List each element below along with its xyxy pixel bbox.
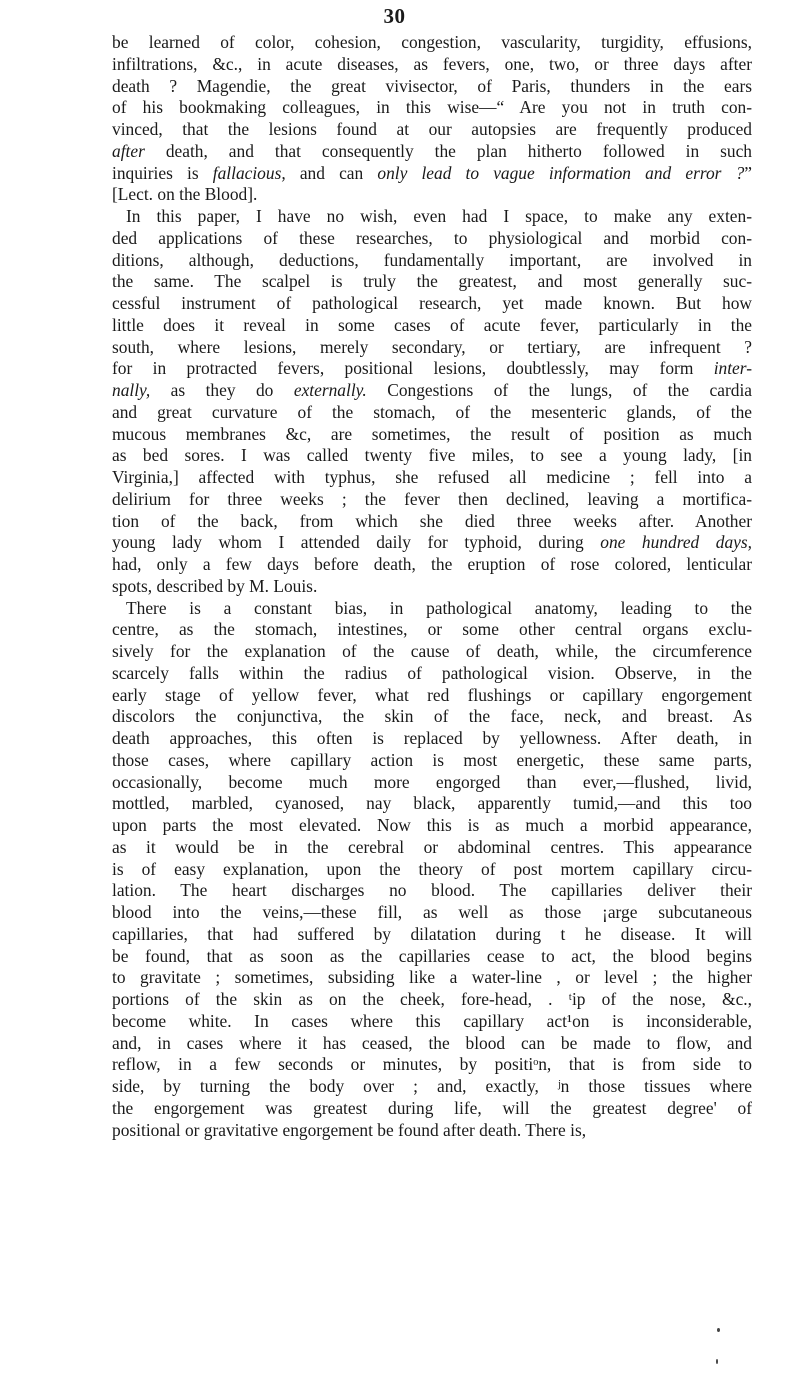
text-run: side, by turning the body over ; and, exactly, ʲn those tissues where: [112, 1076, 752, 1096]
text-run: ditions, although, deductions, fundamentally important, are involved in: [112, 249, 752, 270]
text-run: delirium for three weeks ; the fever then declined, leaving a mortifica-: [112, 488, 752, 509]
text-line: [112, 1033, 752, 1055]
text-run: spots, described by M. Louis.: [112, 575, 318, 596]
text-run: vinced, that the lesions found at our autopsies are frequently produced: [112, 119, 752, 139]
text-line: [112, 815, 752, 837]
text-line: [112, 358, 752, 380]
text-run: centre, as the stomach, intestines, or some other central organs exclu-: [112, 619, 752, 640]
text-run: capillaries, that had suffered by dilatation during t he disease. It will: [112, 923, 752, 944]
text-run: the same. The scalpel is truly the greatest, and most generally suc-: [112, 271, 752, 292]
text-line: [112, 32, 752, 54]
text-run: as it would be in the cerebral or abdominal centres. This appearance: [112, 836, 752, 857]
italic-text: inter-: [713, 358, 752, 379]
text-run: early stage of yellow fever, what red flushings or capillary engorgement: [112, 684, 752, 705]
text-run: positional or gravitative engorgement be found after death. There is,: [112, 1119, 587, 1140]
text-line: [112, 772, 752, 794]
text-run: and, in cases where it has ceased, the blood can be made to flow, and: [112, 1032, 752, 1053]
italic-text: only lead to vague information and error ?: [377, 162, 745, 183]
text-line: [112, 250, 752, 272]
text-line: [112, 989, 752, 1011]
text-line: [112, 293, 752, 315]
text-run: sively for the explanation of the cause of death, while, the circumference: [112, 641, 752, 661]
text-line: [112, 641, 752, 663]
italic-text: after: [112, 140, 145, 161]
text-line: [112, 880, 752, 902]
text-line: [112, 228, 752, 250]
italic-text: nally,: [112, 380, 151, 400]
text-run: portions of the skin as on the cheek, fore-head, . ᵗip of the nose, &c.,: [112, 989, 752, 1009]
text-line: [112, 141, 752, 163]
text-line: [112, 424, 752, 446]
text-line: [112, 685, 752, 707]
text-run: [Lect. on the Blood].: [112, 184, 258, 205]
text-run: as they do: [150, 380, 294, 400]
text-line: [112, 967, 752, 989]
text-line: [112, 271, 752, 293]
text-run: little does it reveal in some cases of acute fever, particularly in the: [112, 314, 752, 335]
text-line: [112, 467, 752, 489]
text-line: [112, 76, 752, 98]
print-speck: [716, 1359, 718, 1364]
text-run: young lady whom I attended daily for typhoid, during: [112, 532, 601, 553]
page-number: 30: [383, 4, 406, 28]
text-line: [112, 1076, 752, 1098]
text-line: [112, 554, 752, 576]
text-line: [112, 924, 752, 946]
text-run: the engorgement was greatest during life, will the greatest degree' of: [112, 1097, 752, 1118]
text-line: [112, 946, 752, 968]
body-text: [112, 32, 752, 1141]
text-line: [112, 206, 752, 228]
italic-text: fallacious,: [212, 162, 286, 183]
text-line: [112, 706, 752, 728]
text-run: of his bookmaking colleagues, in this wise—“ Are you not in truth con-: [112, 97, 752, 118]
text-run: Virginia,] affected with typhus, she refused all medicine ; fell into a: [112, 467, 752, 487]
text-run: ”: [744, 162, 752, 183]
text-line: [112, 1098, 752, 1120]
italic-text: one hundred days,: [600, 532, 752, 553]
text-line: [112, 793, 752, 815]
text-run: had, only a few days before death, the eruption of rose colored, lenticular: [112, 554, 752, 574]
text-line: [112, 859, 752, 881]
text-run: inquiries is: [112, 162, 213, 183]
text-line: [112, 1120, 752, 1142]
text-line: [112, 619, 752, 641]
text-run: In this paper, I have no wish, even had I space, to make any exten-: [126, 206, 752, 226]
text-run: ded applications of these researches, to physiological and morbid con-: [112, 227, 752, 248]
text-run: be learned of color, cohesion, congestion, vascularity, turgidity, effusions,: [112, 32, 752, 52]
text-run: cessful instrument of pathological research, yet made known. But how: [112, 293, 752, 313]
text-run: death approaches, this often is replaced by yellowness. After death, in: [112, 728, 752, 748]
text-line: [112, 902, 752, 924]
text-line: [112, 54, 752, 76]
text-run: mucous membranes &c, are sometimes, the result of position as much: [112, 423, 752, 444]
text-line: [112, 119, 752, 141]
text-run: death ? Magendie, the great vivisector, of Paris, thunders in the ears: [112, 75, 752, 96]
text-line: [112, 380, 752, 402]
text-run: is of easy explanation, upon the theory of post mortem capillary circu-: [112, 858, 752, 879]
text-line: [112, 184, 752, 206]
text-line: [112, 532, 752, 554]
text-run: infiltrations, &c., in acute diseases, as fevers, one, two, or three days after: [112, 53, 752, 74]
text-run: and can: [285, 162, 378, 183]
text-run: Congestions of the lungs, of the cardia: [366, 380, 752, 400]
text-run: become white. In cases where this capillary act¹on is inconsiderable,: [112, 1010, 752, 1031]
text-line: [112, 163, 752, 185]
text-run: tion of the back, from which she died three weeks after. Another: [112, 510, 752, 531]
text-run: for in protracted fevers, positional lesions, doubtlessly, may form: [112, 358, 714, 379]
text-line: [112, 663, 752, 685]
text-line: [112, 445, 752, 467]
text-line: [112, 97, 752, 119]
text-run: mottled, marbled, cyanosed, nay black, apparently tumid,—and this too: [112, 793, 752, 814]
text-run: scarcely falls within the radius of pathological vision. Observe, in the: [112, 662, 752, 683]
text-run: discolors the conjunctiva, the skin of the face, neck, and breast. As: [112, 706, 752, 727]
text-run: be found, that as soon as the capillaries cease to act, the blood begins: [112, 945, 752, 966]
text-run: blood into the veins,—these fill, as well as those ¡arge subcutaneous: [112, 902, 752, 922]
text-run: south, where lesions, merely secondary, or tertiary, are infrequent ?: [112, 336, 752, 357]
text-run: lation. The heart discharges no blood. The capillaries deliver their: [112, 880, 752, 901]
text-line: [112, 489, 752, 511]
text-line: [112, 576, 752, 598]
text-run: and great curvature of the stomach, of the mesenteric glands, of the: [112, 401, 752, 422]
text-run: There is a constant bias, in pathological anatomy, leading to the: [126, 597, 752, 618]
text-line: [112, 337, 752, 359]
text-run: occasionally, become much more engorged than ever,—flushed, livid,: [112, 771, 752, 792]
text-run: death, and that consequently the plan hitherto followed in such: [144, 140, 752, 161]
text-run: those cases, where capillary action is most energetic, these same parts,: [112, 749, 752, 770]
text-run: reflow, in a few seconds or minutes, by positiᵒn, that is from side to: [112, 1054, 752, 1075]
text-line: [112, 750, 752, 772]
text-line: [112, 837, 752, 859]
text-line: [112, 728, 752, 750]
text-run: to gravitate ; sometimes, subsiding like a water-line , or level ; the higher: [112, 967, 752, 988]
text-line: [112, 1054, 752, 1076]
text-line: [112, 1011, 752, 1033]
text-line: [112, 402, 752, 424]
text-run: upon parts the most elevated. Now this is as much a morbid appearance,: [112, 815, 752, 835]
italic-text: externally.: [293, 380, 367, 400]
text-run: as bed sores. I was called twenty five miles, to see a young lady, [in: [112, 445, 752, 466]
text-line: [112, 598, 752, 620]
text-line: [112, 511, 752, 533]
print-speck: [717, 1328, 720, 1332]
text-line: [112, 315, 752, 337]
